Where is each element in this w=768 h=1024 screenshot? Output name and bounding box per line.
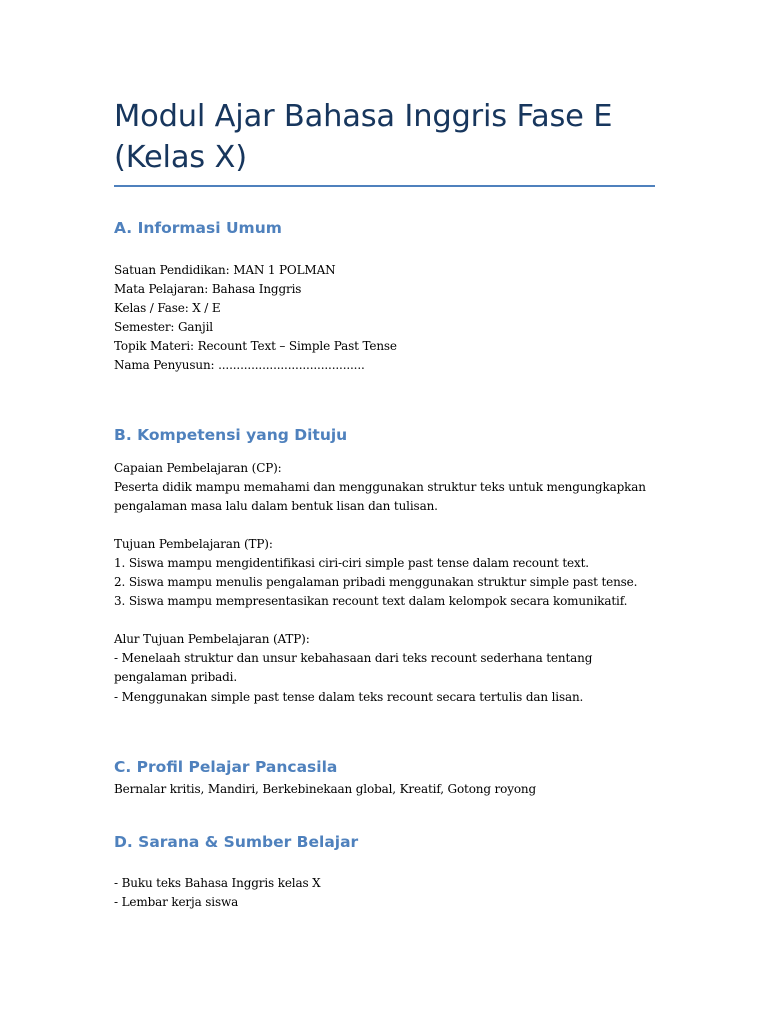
section-c-heading: C. Profil Pelajar Pancasila [114,757,338,776]
section-a-info [114,261,655,376]
atp-item: - Menelaah struktur dan unsur kebahasaan dari teks recount sederhana tentang [114,651,593,666]
section-a-heading: A. Informasi Umum [114,219,282,237]
tp-item: 2. Siswa mampu menulis pengalaman pribadi menggunakan struktur simple past tense. [114,575,638,590]
info-line-class-phase: Kelas / Fase: X / E [114,301,221,316]
atp-label: Alur Tujuan Pembelajaran (ATP): [114,632,310,647]
atp-item: pengalaman pribadi. [114,670,237,685]
atp-item: - Menggunakan simple past tense dalam teks recount secara tertulis dan lisan. [114,689,584,704]
resources-list [114,874,655,912]
tp-item: 1. Siswa mampu mengidentifikasi ciri-ciri simple past tense dalam recount text. [114,555,589,570]
title-underline [114,185,655,187]
resource-item: - Lembar kerja siswa [114,894,239,909]
info-line-author: Nama Penyusun: ........................................ [114,358,365,373]
tp-label: Tujuan Pembelajaran (TP): [114,536,273,551]
atp-block [114,630,655,706]
info-line-topic: Topik Materi: Recount Text – Simple Past Tense [114,339,397,354]
tp-item: 3. Siswa mampu mempresentasikan recount text dalam kelompok secara komunikatif. [114,594,628,609]
section-d-heading: D. Sarana & Sumber Belajar [114,832,359,851]
info-line-subject: Mata Pelajaran: Bahasa Inggris [114,282,302,297]
cp-line: pengalaman masa lalu dalam bentuk lisan dan tulisan. [114,498,438,513]
info-line-school: Satuan Pendidikan: MAN 1 POLMAN [114,263,336,277]
info-line-semester: Semester: Ganjil [114,320,213,335]
resource-item: - Buku teks Bahasa Inggris kelas X [114,875,321,890]
document-page [114,96,655,912]
cp-label: Capaian Pembelajaran (CP): [114,460,282,475]
document-title: Modul Ajar Bahasa Inggris Fase E (Kelas X) [114,99,613,175]
cp-block [114,459,655,516]
cp-line: Peserta didik mampu memahami dan menggunakan struktur teks untuk mengungkapkan [114,479,646,494]
profile-text: Bernalar kritis, Mandiri, Berkebinekaan global, Kreatif, Gotong royong [114,781,537,796]
section-b-heading: B. Kompetensi yang Dituju [114,425,348,444]
tp-block [114,535,655,611]
